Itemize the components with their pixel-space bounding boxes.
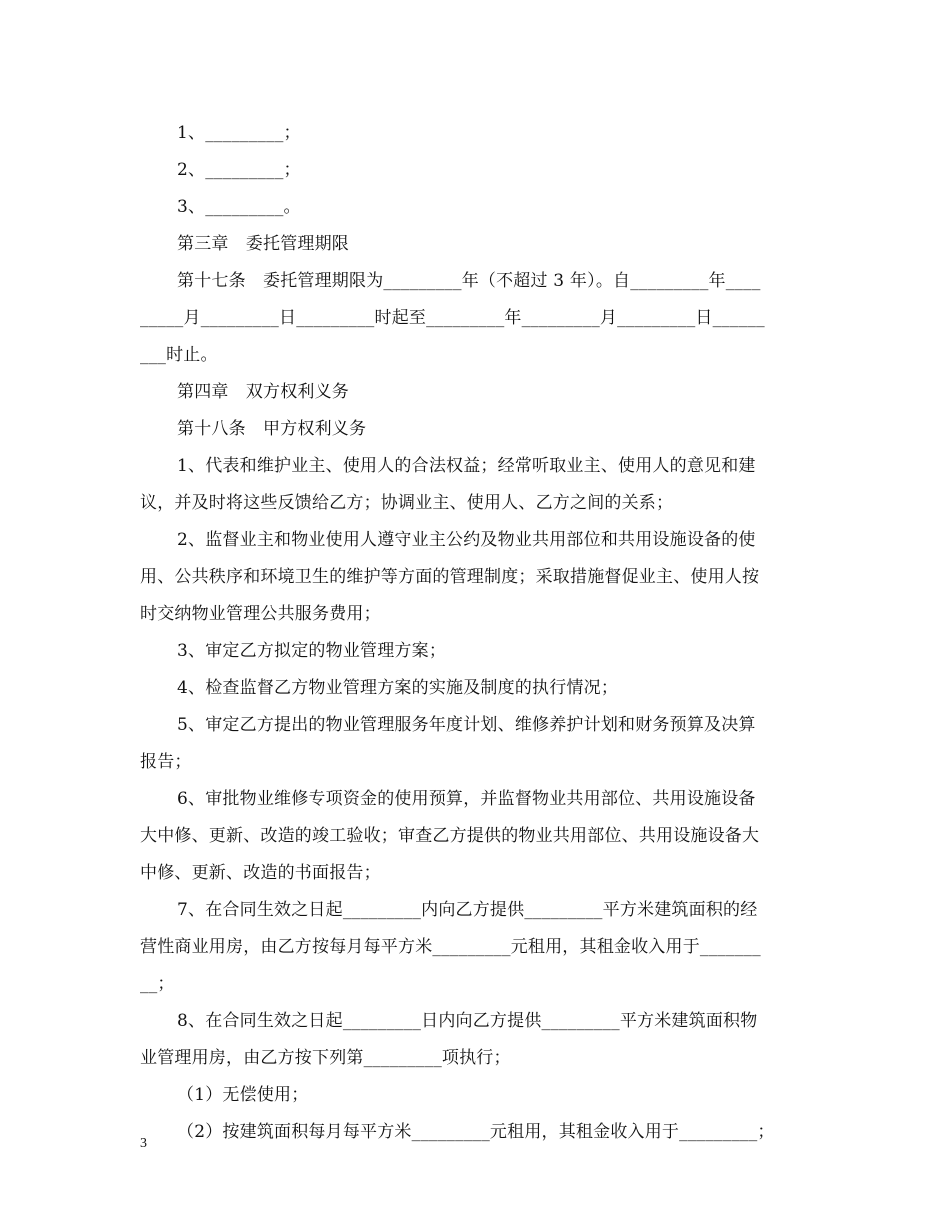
text-line: 第三章 委托管理期限 [177,234,349,254]
text-line: （2）按建筑面积每月每平方米_________元租用，其租金收入用于_________； [177,1122,775,1142]
text-line: 第四章 双方权利义务 [177,382,349,402]
text-line: （1）无偿使用； [177,1085,309,1105]
text-line: 第十七条 委托管理期限为_________年（不超过 3 年）。自_________年____ [177,271,761,291]
page-number: 3 [140,1136,147,1151]
text-line: 用、公共秩序和环境卫生的维护等方面的管理制度；采取措施督促业主、使用人按 [140,567,760,587]
text-line: 大中修、更新、改造的竣工验收；审查乙方提供的物业共用部位、共用设施设备大 [140,826,760,846]
text-line: 第十八条 甲方权利义务 [177,419,367,439]
document-body [140,115,820,1151]
text-line: 7、在合同生效之日起_________内向乙方提供_________平方米建筑面积的经 [177,900,758,920]
text-line: 3、审定乙方拟定的物业管理方案； [177,641,447,661]
text-line: 8、在合同生效之日起_________日内向乙方提供_________平方米建筑面积物 [177,1011,758,1031]
text-line: 3、_________。 [177,197,301,217]
text-line: 报告； [140,752,192,772]
text-line: 营性商业用房，由乙方按每月每平方米_________元租用，其租金收入用于_______ [140,937,761,957]
text-line: 2、监督业主和物业使用人遵守业主公约及物业共用部位和共用设施设备的使 [177,530,756,550]
text-line: 业管理用房，由乙方按下列第_________项执行； [140,1048,511,1068]
text-line: 2、_________； [177,160,301,180]
text-line: 5、审定乙方提出的物业管理服务年度计划、维修养护计划和财务预算及决算 [177,715,756,735]
text-line: _____月_________日_________时起至_________年_________月_________日______ [140,308,765,328]
text-line: 6、审批物业维修专项资金的使用预算，并监督物业共用部位、共用设施设备 [177,789,756,809]
text-line: 时交纳物业管理公共服务费用； [140,604,381,624]
text-line: 1、代表和维护业主、使用人的合法权益；经常听取业主、使用人的意见和建 [177,456,756,476]
text-line: 议，并及时将这些反馈给乙方；协调业主、使用人、乙方之间的关系； [140,493,674,513]
text-line: 1、_________； [177,123,301,143]
text-line: ___时止。 [140,345,218,365]
text-line: 4、检查监督乙方物业管理方案的实施及制度的执行情况； [177,678,619,698]
text-line: 中修、更新、改造的书面报告； [140,863,381,883]
text-line: __； [140,974,175,994]
